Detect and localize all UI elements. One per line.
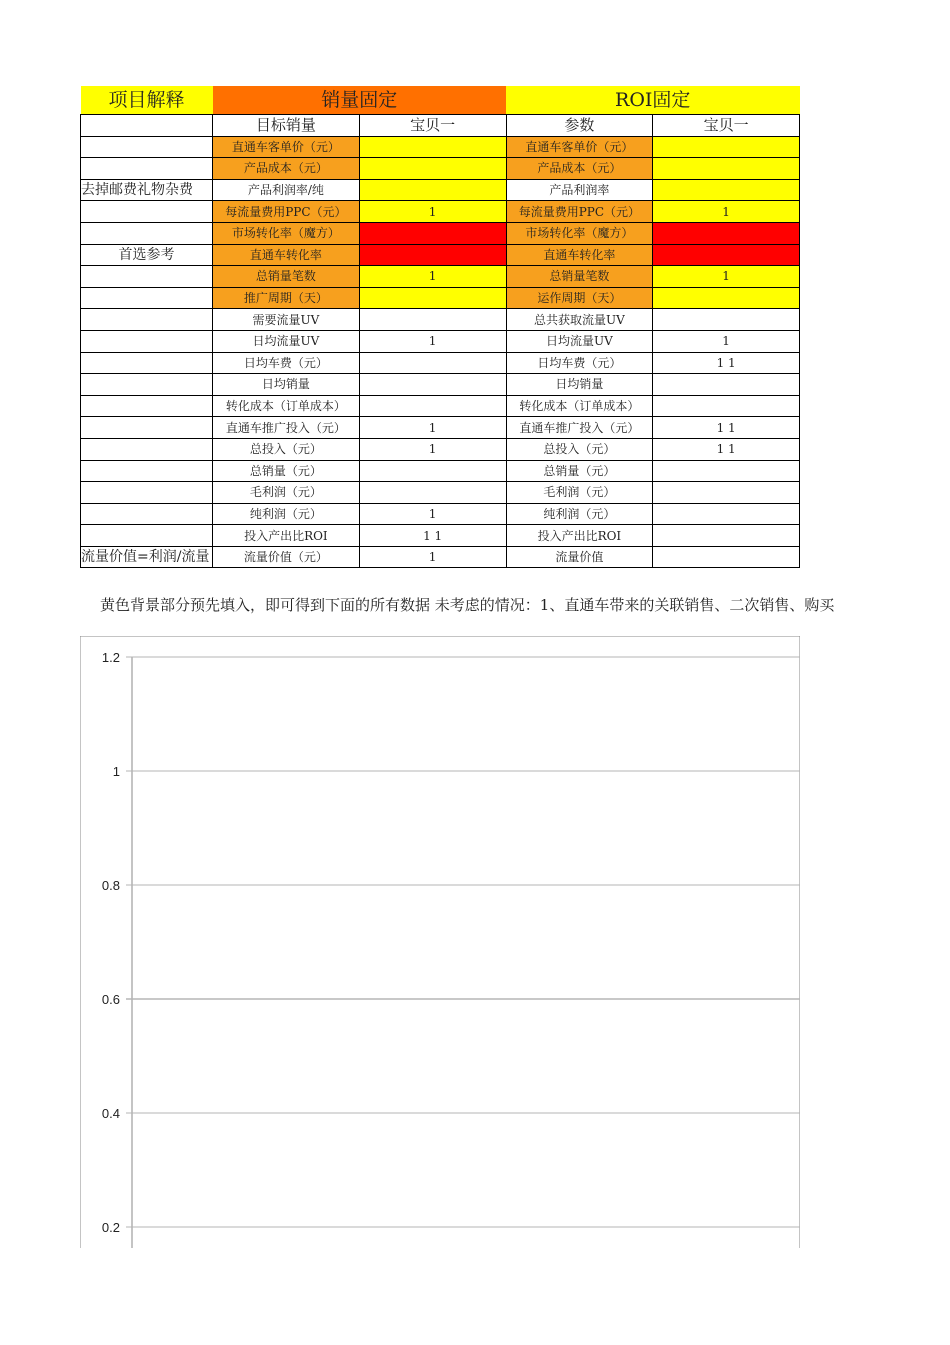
subheader-item-one-b[interactable]: 宝贝一 — [653, 115, 800, 137]
row-value-cell[interactable]: 1 — [359, 546, 506, 568]
row-value-cell[interactable] — [653, 244, 800, 266]
row-value-cell[interactable] — [359, 395, 506, 417]
row-value-cell[interactable] — [359, 158, 506, 180]
row-label-cell[interactable]: 投入产出比ROI — [506, 525, 653, 547]
row-label-cell[interactable]: 市场转化率（魔方） — [506, 222, 653, 244]
row-label-cell[interactable]: 市场转化率（魔方） — [213, 222, 360, 244]
row-note-cell[interactable] — [81, 158, 213, 180]
table-row — [81, 460, 800, 482]
table-row — [81, 266, 800, 288]
row-label-cell[interactable]: 总投入（元） — [506, 438, 653, 460]
subheader-target-sales[interactable]: 目标销量 — [213, 115, 360, 137]
row-note-cell[interactable]: 去掉邮费礼物杂费 — [81, 179, 213, 201]
row-note-cell[interactable] — [81, 525, 213, 547]
row-note-cell[interactable] — [81, 503, 213, 525]
row-label-cell[interactable]: 需要流量UV — [213, 309, 360, 331]
row-note-cell[interactable] — [81, 438, 213, 460]
row-value-cell[interactable] — [359, 244, 506, 266]
table-row — [81, 222, 800, 244]
row-value-cell[interactable] — [653, 503, 800, 525]
row-value-cell[interactable] — [359, 482, 506, 504]
row-label-cell[interactable]: 日均流量UV — [213, 330, 360, 352]
row-value-cell[interactable]: 1 1 — [653, 352, 800, 374]
table-row — [81, 136, 800, 158]
row-note-cell[interactable] — [81, 309, 213, 331]
row-value-cell[interactable] — [653, 309, 800, 331]
y-tick-label: 1 — [112, 764, 120, 779]
table-row — [81, 525, 800, 547]
table-row — [81, 546, 800, 568]
row-value-cell[interactable]: 1 — [359, 503, 506, 525]
row-label-cell[interactable]: 总销量笔数 — [213, 266, 360, 288]
row-value-cell[interactable] — [653, 158, 800, 180]
row-label-cell[interactable]: 日均车费（元） — [213, 352, 360, 374]
table-row — [81, 503, 800, 525]
row-note-cell[interactable] — [81, 417, 213, 439]
row-note-cell[interactable]: 流量价值=利润/流量 — [81, 546, 213, 568]
y-tick-label: 0.2 — [101, 1220, 120, 1235]
row-note-cell[interactable] — [81, 136, 213, 158]
table-header-row — [81, 86, 800, 115]
y-tick-label: 1.2 — [101, 650, 120, 665]
table-row — [81, 287, 800, 309]
row-value-cell[interactable] — [359, 460, 506, 482]
row-value-cell[interactable] — [359, 222, 506, 244]
row-value-cell[interactable] — [359, 179, 506, 201]
table-row — [81, 309, 800, 331]
row-label-cell[interactable]: 毛利润（元） — [213, 482, 360, 504]
row-value-cell[interactable]: 1 — [359, 201, 506, 223]
row-value-cell[interactable] — [653, 374, 800, 396]
row-label-cell[interactable]: 流量价值（元） — [213, 546, 360, 568]
row-value-cell[interactable] — [653, 460, 800, 482]
row-note-cell[interactable]: 首选参考 — [81, 244, 213, 266]
row-value-cell[interactable]: 1 1 — [359, 525, 506, 547]
row-label-cell[interactable]: 产品利润率/纯 — [213, 179, 360, 201]
row-value-cell[interactable] — [653, 395, 800, 417]
row-label-cell[interactable]: 日均销量 — [506, 374, 653, 396]
row-label-cell[interactable]: 直通车转化率 — [213, 244, 360, 266]
row-value-cell[interactable]: 1 — [359, 438, 506, 460]
table-row — [81, 330, 800, 352]
row-value-cell[interactable] — [359, 287, 506, 309]
row-label-cell[interactable]: 总销量笔数 — [506, 266, 653, 288]
row-label-cell[interactable]: 直通车推广投入（元） — [213, 417, 360, 439]
row-value-cell[interactable]: 1 1 — [653, 438, 800, 460]
row-value-cell[interactable]: 1 1 — [653, 417, 800, 439]
row-label-cell[interactable]: 总共获取流量UV — [506, 309, 653, 331]
row-label-cell[interactable]: 直通车推广投入（元） — [506, 417, 653, 439]
row-label-cell[interactable]: 产品利润率 — [506, 179, 653, 201]
table-row — [81, 438, 800, 460]
table-row — [81, 179, 800, 201]
row-note-cell[interactable] — [81, 395, 213, 417]
row-value-cell[interactable] — [653, 222, 800, 244]
header-roi-fixed[interactable] — [506, 86, 800, 115]
row-label-cell[interactable]: 总销量（元） — [506, 460, 653, 482]
row-label-cell[interactable]: 毛利润（元） — [506, 482, 653, 504]
row-value-cell[interactable]: 1 — [653, 266, 800, 288]
row-label-cell[interactable]: 推广周期（天） — [213, 287, 360, 309]
row-value-cell[interactable] — [653, 179, 800, 201]
row-label-cell[interactable]: 转化成本（订单成本） — [506, 395, 653, 417]
row-note-cell[interactable] — [81, 482, 213, 504]
y-tick-label: 0.4 — [101, 1106, 120, 1121]
header-sales-fixed-label: 销量固定 — [321, 89, 398, 111]
row-label-cell[interactable]: 直通车转化率 — [506, 244, 653, 266]
table-row — [81, 374, 800, 396]
table-row — [81, 352, 800, 374]
row-value-cell[interactable] — [359, 309, 506, 331]
row-label-cell[interactable]: 转化成本（订单成本） — [213, 395, 360, 417]
header-roi-fixed-label: ROI固定 — [615, 89, 691, 111]
calc-table — [80, 86, 800, 568]
row-label-cell[interactable]: 总销量（元） — [213, 460, 360, 482]
row-value-cell[interactable]: 1 — [359, 266, 506, 288]
row-value-cell[interactable] — [359, 136, 506, 158]
header-explain-label: 项目解释 — [108, 89, 185, 111]
row-label-cell[interactable]: 纯利润（元） — [213, 503, 360, 525]
row-value-cell[interactable]: 1 — [359, 330, 506, 352]
row-label-cell[interactable]: 产品成本（元） — [506, 158, 653, 180]
table-subheader-row — [81, 115, 800, 137]
row-label-cell[interactable]: 流量价值 — [506, 546, 653, 568]
row-value-cell[interactable] — [653, 136, 800, 158]
row-label-cell[interactable]: 日均车费（元） — [506, 352, 653, 374]
row-label-cell[interactable]: 日均流量UV — [506, 330, 653, 352]
y-tick-label: 0.8 — [101, 878, 120, 893]
row-note-cell[interactable] — [81, 222, 213, 244]
subheader-item-one-a[interactable]: 宝贝一 — [359, 115, 506, 137]
header-sales-fixed[interactable] — [213, 86, 507, 115]
row-value-cell[interactable] — [653, 287, 800, 309]
row-label-cell[interactable]: 总投入（元） — [213, 438, 360, 460]
row-note-cell[interactable] — [81, 352, 213, 374]
row-label-cell[interactable]: 每流量费用PPC（元） — [506, 201, 653, 223]
subheader-params[interactable]: 参数 — [506, 115, 653, 137]
table-row — [81, 395, 800, 417]
row-value-cell[interactable] — [359, 374, 506, 396]
spreadsheet — [80, 86, 800, 568]
row-value-cell[interactable] — [653, 482, 800, 504]
instruction-note: 黄色背景部分预先填入，即可得到下面的所有数据 未考虑的情况：1、直通车带来的关联销售、二次销售、购买 — [100, 596, 835, 614]
cell[interactable] — [81, 115, 213, 137]
table-row — [81, 482, 800, 504]
row-value-cell[interactable] — [359, 352, 506, 374]
row-value-cell[interactable] — [653, 546, 800, 568]
row-note-cell[interactable] — [81, 374, 213, 396]
row-label-cell[interactable]: 投入产出比ROI — [213, 525, 360, 547]
row-label-cell[interactable]: 每流量费用PPC（元） — [213, 201, 360, 223]
chart-area[interactable] — [80, 636, 800, 1248]
row-value-cell[interactable]: 1 — [653, 201, 800, 223]
row-note-cell[interactable] — [81, 201, 213, 223]
row-label-cell[interactable]: 直通车客单价（元） — [506, 136, 653, 158]
row-label-cell[interactable]: 运作周期（天） — [506, 287, 653, 309]
row-note-cell[interactable] — [81, 266, 213, 288]
row-label-cell[interactable]: 产品成本（元） — [213, 158, 360, 180]
header-col-explain[interactable] — [81, 86, 213, 115]
table-row — [81, 417, 800, 439]
chart-svg — [80, 636, 800, 1248]
y-tick-label: 0.6 — [101, 992, 120, 1007]
table-row — [81, 158, 800, 180]
row-note-cell[interactable] — [81, 287, 213, 309]
row-label-cell[interactable]: 纯利润（元） — [506, 503, 653, 525]
table-row — [81, 201, 800, 223]
row-label-cell[interactable]: 日均销量 — [213, 374, 360, 396]
row-note-cell[interactable] — [81, 330, 213, 352]
row-value-cell[interactable]: 1 — [653, 330, 800, 352]
table-row — [81, 244, 800, 266]
row-value-cell[interactable] — [653, 525, 800, 547]
row-label-cell[interactable]: 直通车客单价（元） — [213, 136, 360, 158]
row-value-cell[interactable]: 1 — [359, 417, 506, 439]
row-note-cell[interactable] — [81, 460, 213, 482]
